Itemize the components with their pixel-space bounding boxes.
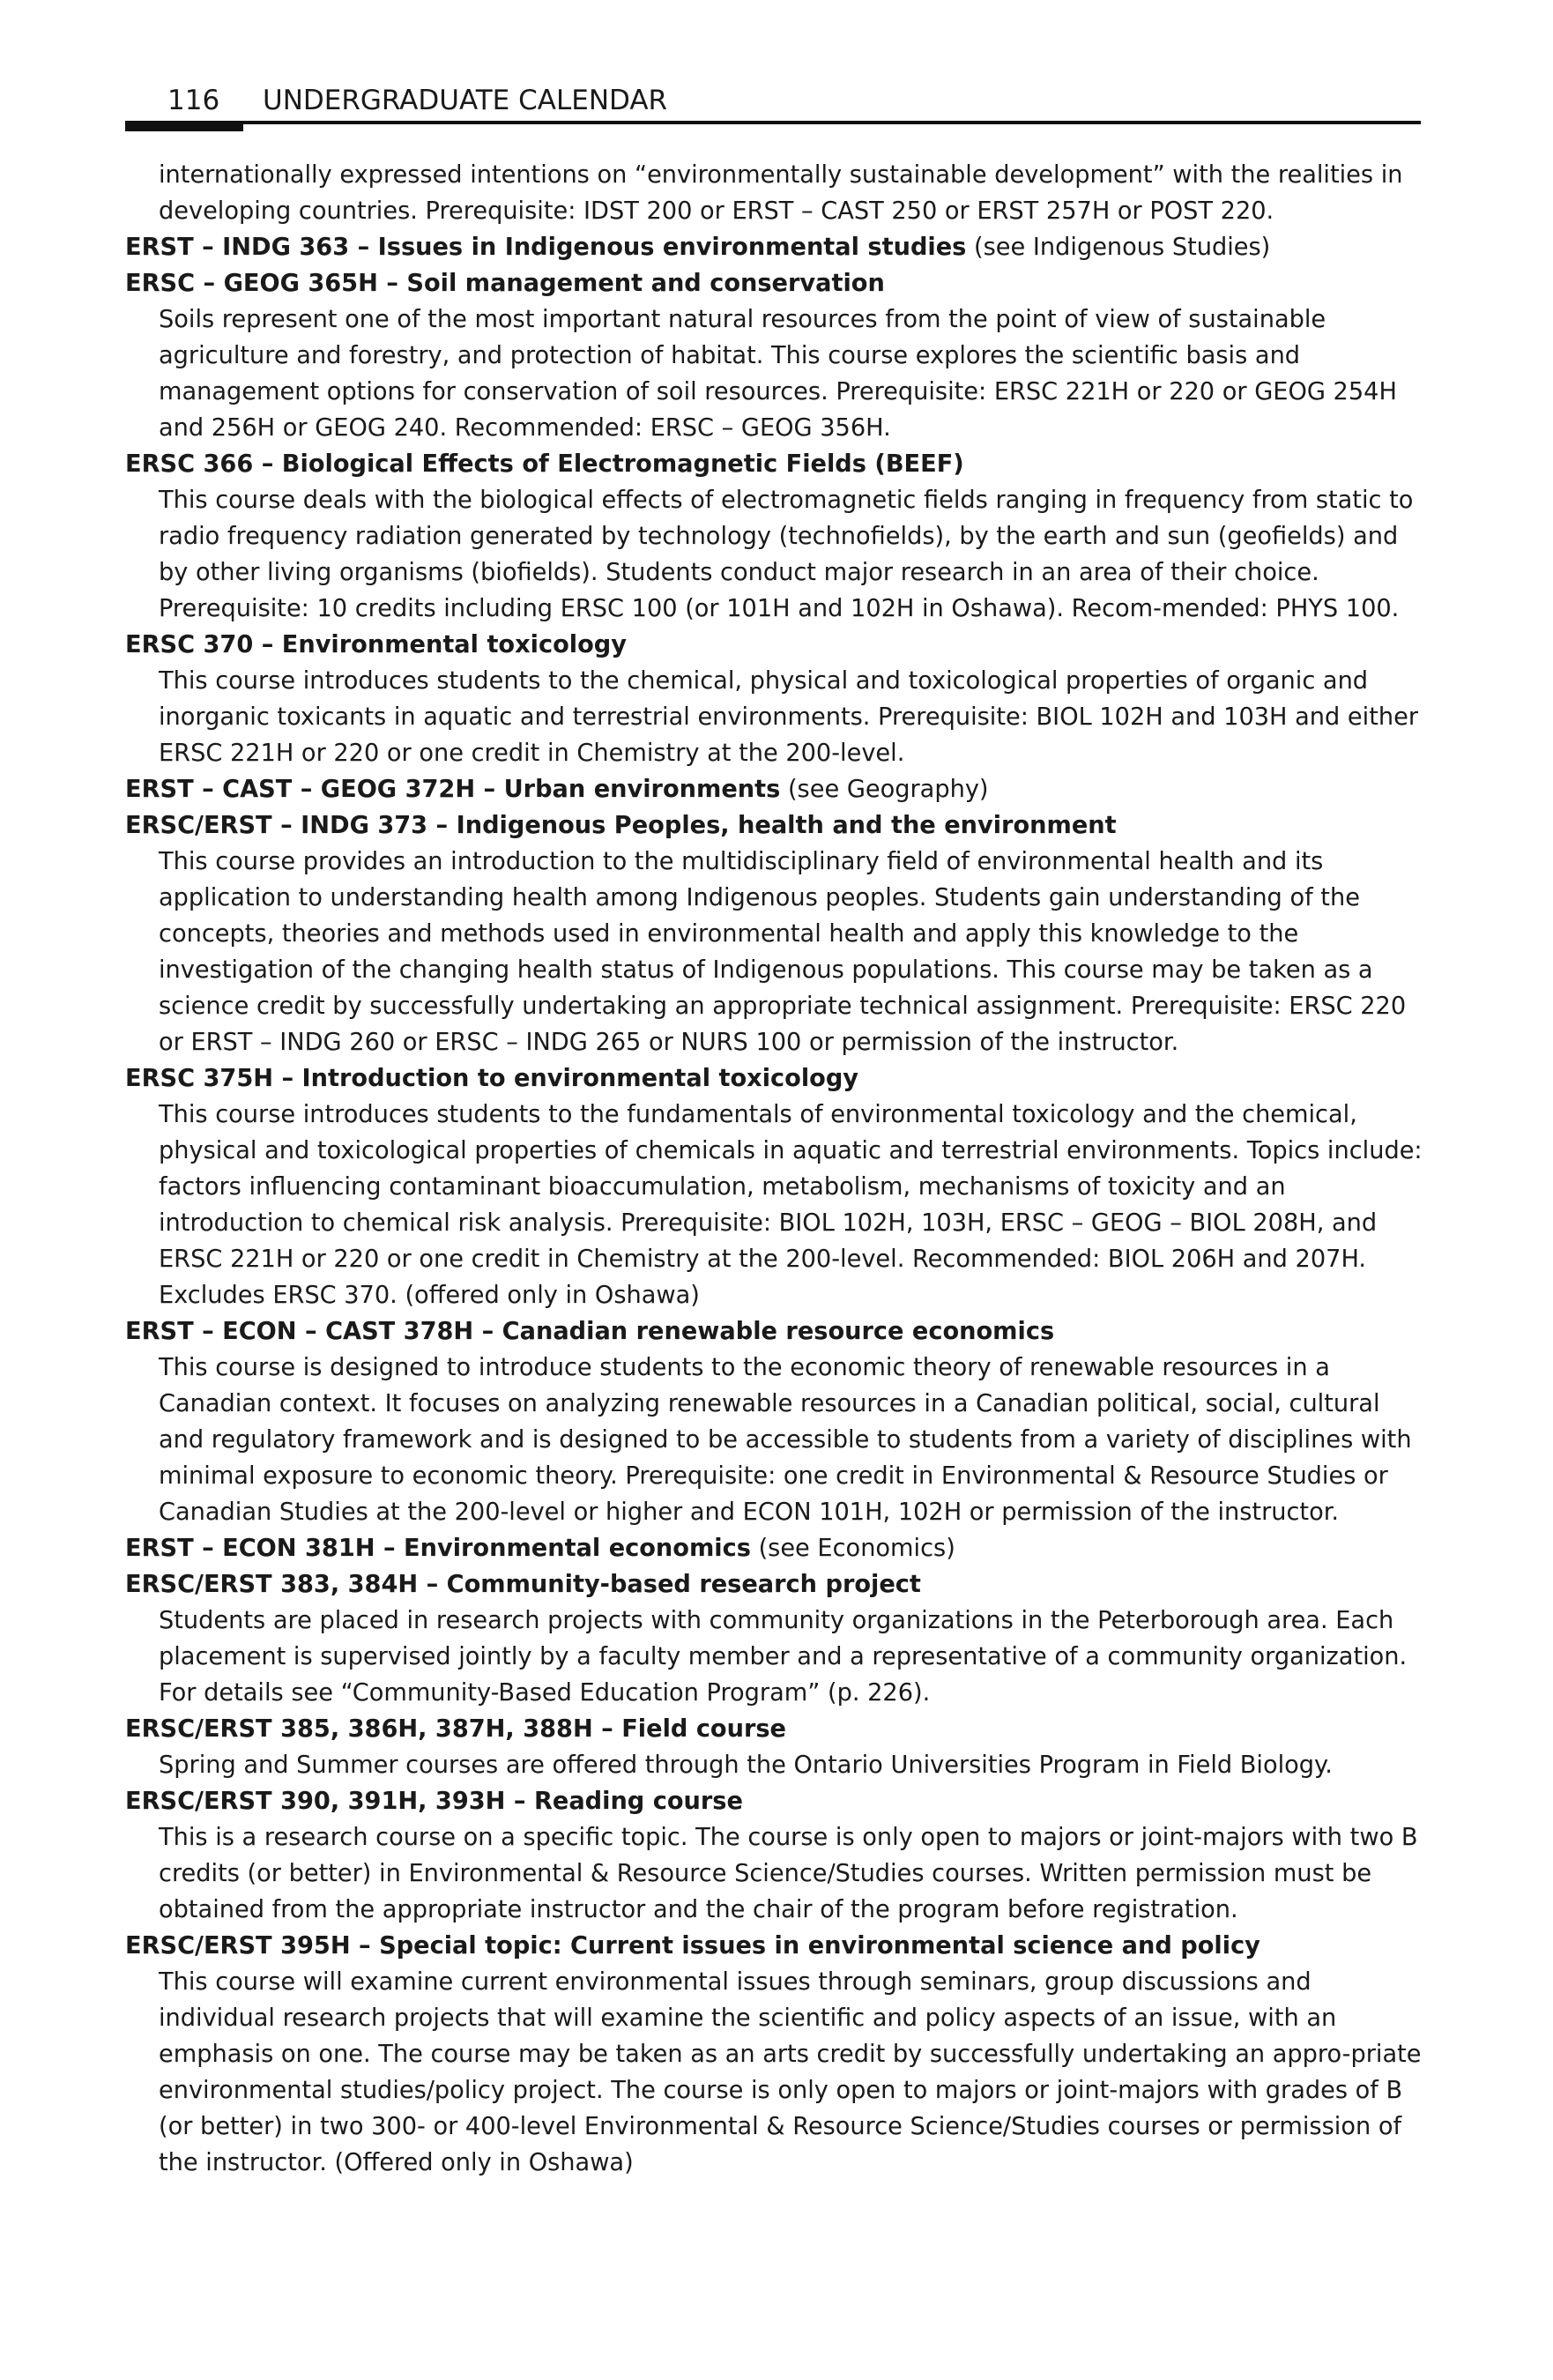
course-entry (125, 1313, 1430, 1530)
course-code-title: ERST – INDG 363 – Issues in Indigenous environmental studies (125, 234, 967, 261)
course-description: Spring and Summer courses are offered through the Ontario Universities Program in Field Biology. (159, 1752, 1333, 1779)
course-list (125, 229, 1430, 2181)
course-title (125, 1566, 1430, 1603)
course-description: This course will examine current environmental issues through seminars, group discussions and individual research projects that will examine the scientific and policy aspects of an issue, with an emphasis on one. The course may be taken as an arts credit by successfully undertaking an appro-priate environmental studies/policy project. The course is only open to majors or joint-majors with grades of B (or better) in two 300- or 400-level Environmental & Resource Science/Studies courses or permission of the instructor. (Offered only in Oshawa) (159, 1968, 1422, 2176)
course-code-title: ERST – ECON 381H – Environmental economics (125, 1535, 751, 1562)
course-description: This course introduces students to the fundamentals of environmental toxicology and the chemical, physical and toxicological properties of chemicals in aquatic and terrestrial environments. Topics include: factors influencing contaminant bioaccumulation, metabolism, mechanisms of toxicity and an introduction to chemical risk analysis. Prerequisite: BIOL 102H, 103H, ERSC – GEOG – BIOL 208H, and ERSC 221H or 220 or one credit in Chemistry at the 200-level. Recommended: BIOL 206H and 207H. Excludes ERSC 370. (offered only in Oshawa) (159, 1101, 1423, 1309)
course-code-title: ERST – CAST – GEOG 372H – Urban environments (125, 776, 781, 803)
course-code-title: ERSC/ERST 383, 384H – Community-based research project (125, 1571, 921, 1598)
course-code-title: ERSC/ERST 385, 386H, 387H, 388H – Field course (125, 1715, 786, 1743)
course-code-title: ERSC/ERST – INDG 373 – Indigenous Peoples, health and the environment (125, 812, 1117, 839)
course-title (125, 1783, 1430, 1819)
header-tab-bar (125, 121, 243, 131)
course-entry (125, 627, 1430, 771)
course-code-title: ERSC 375H – Introduction to environmental toxicology (125, 1065, 859, 1092)
course-entry (125, 1783, 1430, 1928)
page-number: 116 (167, 85, 220, 116)
course-description: This is a research course on a specific topic. The course is only open to majors or joint-majors with two B credits (or better) in Environmental & Resource Science/Studies courses. Written permission must be obtained from the appropriate instructor and the chair of the program before registration. (159, 1824, 1418, 1923)
course-entry (125, 1928, 1430, 2181)
course-code-title: ERSC 370 – Environmental toxicology (125, 631, 627, 658)
continued-description: internationally expressed intentions on “environmentally sustainable development” with the realities in developing countries. Prerequisite: IDST 200 or ERST – CAST 250 or ERST 257H or POST 220. (159, 161, 1403, 225)
course-title (125, 1928, 1430, 1964)
course-title (125, 1313, 1430, 1350)
course-title (125, 446, 1430, 482)
course-title (125, 229, 1430, 265)
page-header (125, 85, 1421, 125)
cross-reference: (see Economics) (750, 1535, 955, 1562)
course-code-title: ERSC/ERST 395H – Special topic: Current issues in environmental science and policy (125, 1932, 1260, 1960)
course-title (125, 1060, 1430, 1097)
course-title (125, 1711, 1430, 1747)
course-code-title: ERST – ECON – CAST 378H – Canadian renewable resource economics (125, 1318, 1055, 1345)
course-code-title: ERSC – GEOG 365H – Soil management and conservation (125, 270, 885, 297)
course-entry (125, 1530, 1430, 1566)
course-title (125, 807, 1430, 844)
course-entry (125, 1060, 1430, 1313)
course-entry (125, 771, 1430, 807)
course-listing (125, 157, 1430, 2181)
course-description: This course deals with the biological effects of electromagnetic fields ranging in frequency from static to radio frequency radiation generated by technology (technofields), by the earth and sun (geofields) and by other living organisms (biofields). Students conduct major research in an area of their choice. Prerequisite: 10 credits including ERSC 100 (or 101H and 102H in Oshawa). Recom-mended: PHYS 100. (159, 487, 1414, 622)
course-description: Soils represent one of the most important natural resources from the point of view of sustainable agriculture and forestry, and protection of habitat. This course explores the scientific basis and management options for conservation of soil resources. Prerequisite: ERSC 221H or 220 or GEOG 254H and 256H or GEOG 240. Recommended: ERSC – GEOG 356H. (159, 306, 1397, 442)
course-description: Students are placed in research projects with community organizations in the Peterborough area. Each placement is supervised jointly by a faculty member and a representative of a community organization. For details see “Community-Based Education Program” (p. 226). (159, 1607, 1408, 1707)
course-code-title: ERSC/ERST 390, 391H, 393H – Reading course (125, 1788, 743, 1815)
course-entry (125, 265, 1430, 446)
course-description: This course introduces students to the chemical, physical and toxicological properties of organic and inorganic toxicants in aquatic and terrestrial environments. Prerequisite: BIOL 102H and 103H and either ERSC 221H or 220 or one credit in Chemistry at the 200-level. (159, 667, 1419, 767)
running-title: UNDERGRADUATE CALENDAR (263, 85, 668, 116)
course-entry (125, 1566, 1430, 1711)
course-title (125, 771, 1430, 807)
cross-reference: (see Indigenous Studies) (966, 234, 1271, 261)
course-entry (125, 1711, 1430, 1783)
course-title (125, 265, 1430, 301)
course-description: This course is designed to introduce students to the economic theory of renewable resources in a Canadian context. It focuses on analyzing renewable resources in a Canadian political, social, cultural and regulatory framework and is designed to be accessible to students from a variety of disciplines with minimal exposure to economic theory. Prerequisite: one credit in Environmental & Resource Studies or Canadian Studies at the 200-level or higher and ECON 101H, 102H or permission of the instructor. (159, 1354, 1412, 1526)
course-entry (125, 446, 1430, 627)
course-title (125, 1530, 1430, 1566)
header-rule (125, 121, 1421, 124)
course-code-title: ERSC 366 – Biological Effects of Electromagnetic Fields (BEEF) (125, 450, 964, 478)
course-entry (125, 807, 1430, 1060)
course-description: This course provides an introduction to the multidisciplinary field of environmental health and its application to understanding health among Indigenous peoples. Students gain understanding of the concepts, theories and methods used in environmental health and apply this knowledge to the investigation of the changing health status of Indigenous populations. This course may be taken as a science credit by successfully undertaking an appropriate technical assignment. Prerequisite: ERSC 220 or ERST – INDG 260 or ERSC – INDG 265 or NURS 100 or permission of the instructor. (159, 848, 1407, 1056)
course-title (125, 627, 1430, 663)
cross-reference: (see Geography) (780, 776, 989, 803)
course-entry (125, 229, 1430, 265)
